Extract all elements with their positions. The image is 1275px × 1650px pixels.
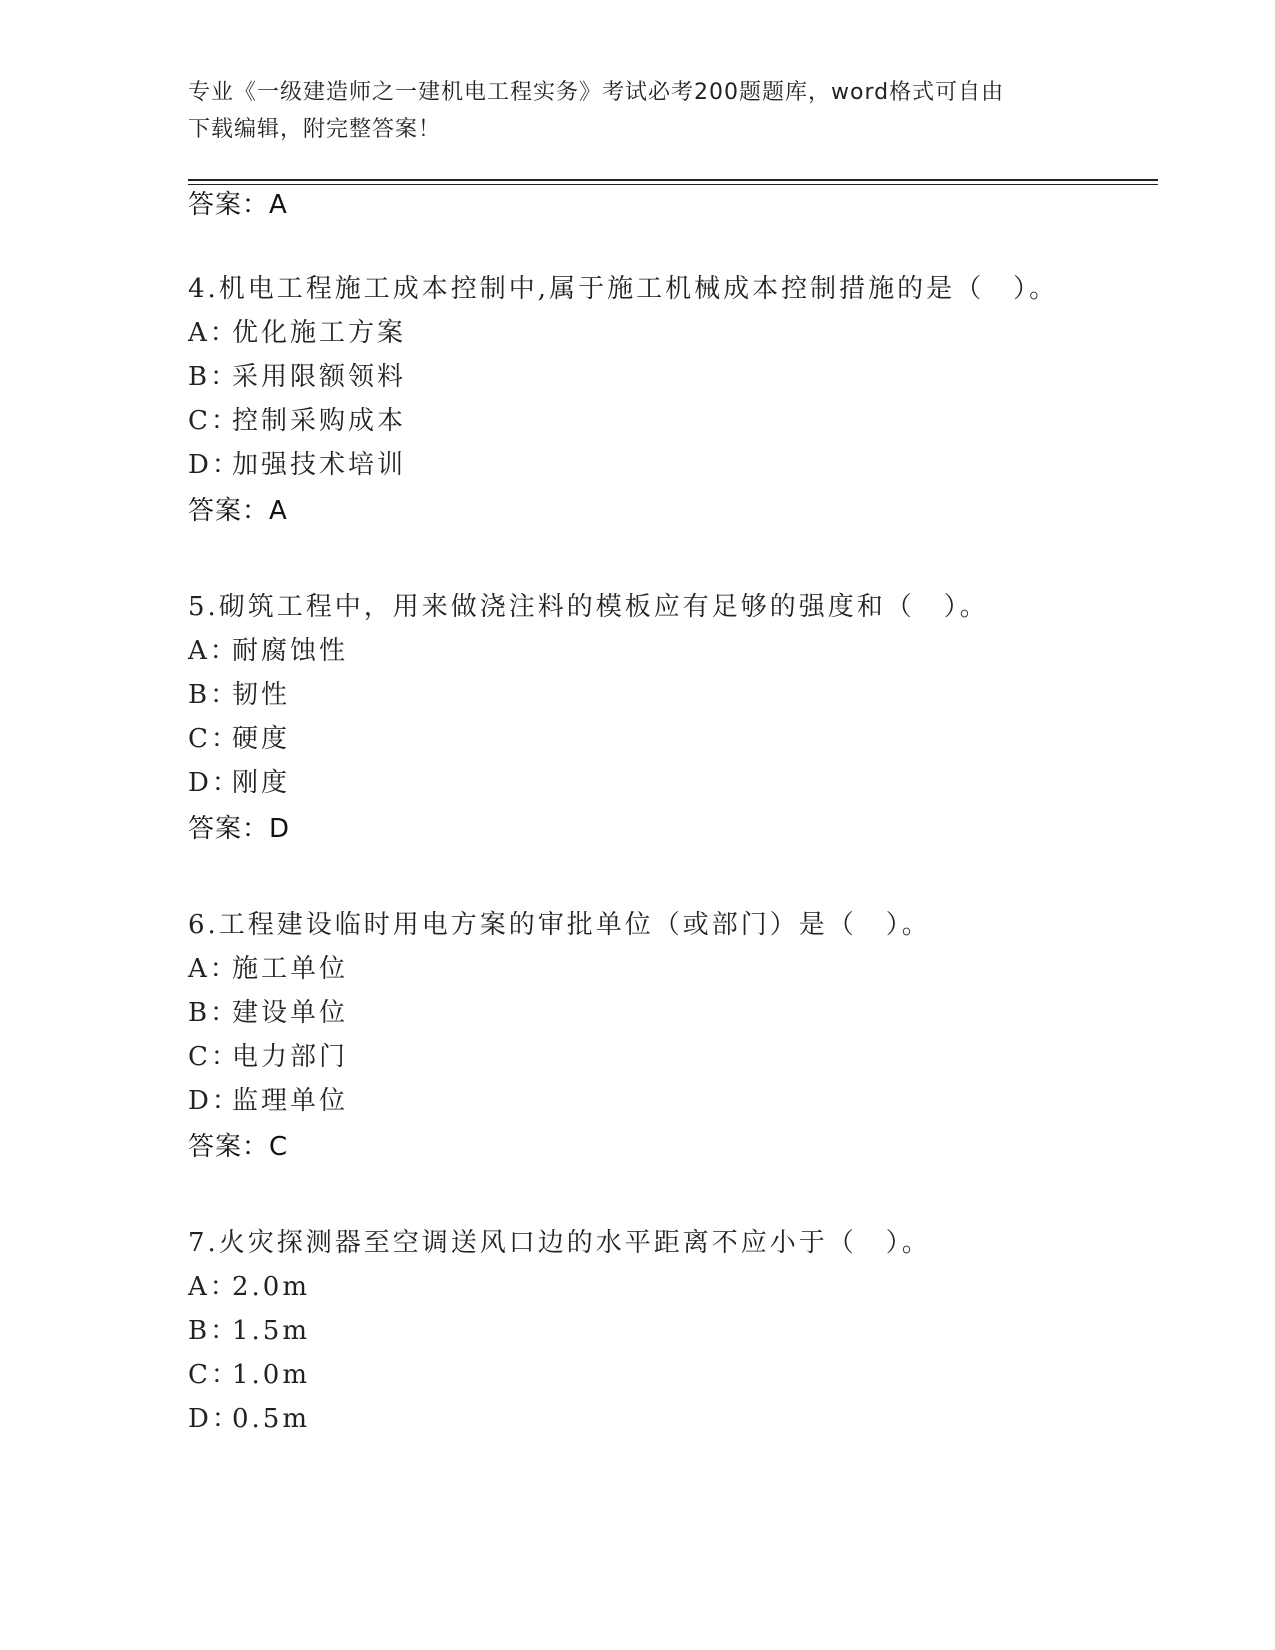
option-text: 2.0m: [232, 1272, 311, 1302]
option-letter: D：: [188, 1404, 241, 1434]
option-b: [188, 996, 348, 1030]
option-text: 韧性: [232, 680, 291, 710]
option-b: [188, 678, 290, 712]
header-divider-thin: [188, 184, 1158, 185]
option-letter: A：: [188, 318, 239, 348]
option-text: 电力部门: [232, 1042, 349, 1072]
option-text: 优化施工方案: [232, 318, 407, 348]
answer-line: 答案：D: [188, 814, 291, 844]
option-d: [188, 1402, 310, 1436]
option-letter: A：: [188, 1272, 239, 1302]
option-letter: B：: [188, 680, 240, 710]
option-letter: B：: [188, 362, 240, 392]
option-text: 1.0m: [232, 1360, 311, 1390]
option-a: [188, 1270, 310, 1304]
option-letter: D：: [188, 450, 241, 480]
option-text: 控制采购成本: [232, 406, 407, 436]
option-letter: C：: [188, 724, 240, 754]
option-letter: B：: [188, 998, 240, 1028]
option-d: [188, 1084, 348, 1118]
header-line-2: 下载编辑，附完整答案！: [188, 117, 442, 142]
option-letter: C：: [188, 1360, 240, 1390]
answer-line: 答案：A: [188, 190, 288, 220]
header-line-1: 专业《一级建造师之一建机电工程实务》考试必考200题题库，word格式可自由: [188, 80, 1005, 105]
option-letter: C：: [188, 1042, 240, 1072]
option-text: 采用限额领料: [232, 362, 407, 392]
option-text: 施工单位: [232, 954, 349, 984]
option-a: [188, 316, 406, 350]
option-d: [188, 766, 290, 800]
option-text: 刚度: [232, 768, 291, 798]
option-letter: D：: [188, 768, 241, 798]
header-divider-thick: [188, 179, 1158, 181]
option-d: [188, 448, 406, 482]
option-text: 耐腐蚀性: [232, 636, 349, 666]
option-text: 1.5m: [232, 1316, 311, 1346]
option-b: [188, 360, 406, 394]
option-text: 建设单位: [232, 998, 349, 1028]
option-a: [188, 634, 348, 668]
question-stem: 4.机电工程施工成本控制中,属于施工机械成本控制措施的是（ ）。: [188, 274, 1059, 304]
option-letter: A：: [188, 954, 239, 984]
answer-line: 答案：C: [188, 1132, 289, 1162]
answer-line: 答案：A: [188, 496, 288, 526]
option-letter: B：: [188, 1316, 240, 1346]
option-letter: D：: [188, 1086, 241, 1116]
option-c: [188, 722, 290, 756]
option-letter: C：: [188, 406, 240, 436]
option-text: 0.5m: [232, 1404, 311, 1434]
question-stem: 6.工程建设临时用电方案的审批单位（或部门）是（ ）。: [188, 910, 931, 940]
option-text: 监理单位: [232, 1086, 349, 1116]
question-stem: 5.砌筑工程中，用来做浇注料的模板应有足够的强度和（ ）。: [188, 592, 989, 622]
option-a: [188, 952, 348, 986]
option-text: 硬度: [232, 724, 291, 754]
question-stem: 7.火灾探测器至空调送风口边的水平距离不应小于（ ）。: [188, 1228, 931, 1258]
option-c: [188, 1040, 348, 1074]
option-text: 加强技术培训: [232, 450, 407, 480]
option-b: [188, 1314, 310, 1348]
document-header: [188, 74, 1088, 148]
option-c: [188, 1358, 310, 1392]
option-c: [188, 404, 406, 438]
option-letter: A：: [188, 636, 239, 666]
